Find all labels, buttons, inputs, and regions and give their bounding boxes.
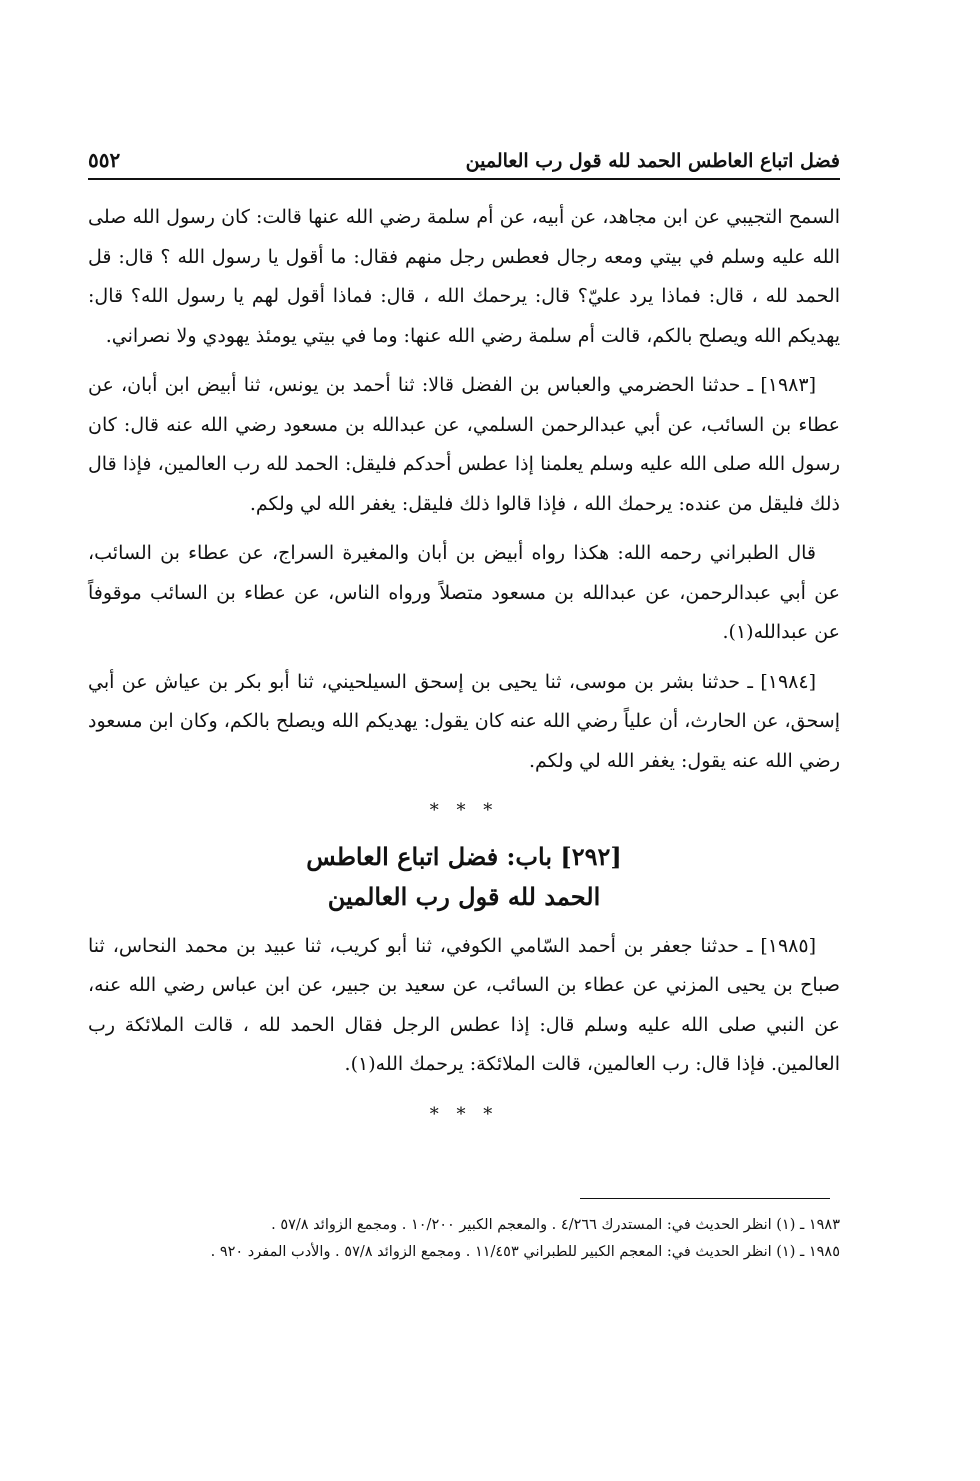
hadith-1985: [١٩٨٥] ـ حدثنا جعفر بن أحمد السّامي الكوفي، ثنا أبو كريب، ثنا عبيد بن محمد النحاس، ثنا صباح بن يحيى المزني عن عطاء بن السائب، عن سعيد بن جبير، عن ابن عباس رضي الله عنه، عن النبي صلى الله عليه وسلم قال: إذا عطس الرجل فقال الحمد لله ، قالت الملائكة رب العالمين. فإذا قال: رب العالمين، قالت الملائكة: يرحمك الله(١). bbox=[88, 934, 840, 1075]
footnote-1985: ١٩٨٥ ـ (١) انظر الحديث في: المعجم الكبير للطبراني ١١/٤٥٣ . ومجمع الزوائد ٥٧/٨ . والأدب المفرد ٩٢٠ . bbox=[210, 1244, 840, 1260]
chapter-heading-line-1: [٢٩٢] باب: فضل اتباع العاطس bbox=[306, 841, 622, 871]
footnote-1983: ١٩٨٣ ـ (١) انظر الحديث في: المستدرك ٤/٢٦٦ . والمعجم الكبير ١٠/٢٠٠ . ومجمع الزوائد ٥٧/٨ . bbox=[271, 1217, 840, 1233]
page-number: ٥٥٢ bbox=[88, 148, 121, 172]
footnote-rule bbox=[580, 1198, 830, 1199]
header-rule bbox=[88, 178, 840, 180]
chapter-heading bbox=[88, 837, 840, 917]
running-title: فضل اتباع العاطس الحمد لله قول رب العالمين bbox=[465, 150, 840, 172]
section-separator: * * * bbox=[429, 800, 499, 821]
paragraph-continuation: السمح التجيبي عن ابن مجاهد، عن أبيه، عن أم سلمة رضي الله عنها قالت: كان رسول الله صلى الله عليه وسلم في بيتي ومعه رجال فعطس رجل منهم فقال: ما أقول يا رسول الله ؟ قال: قل الحمد لله ، قال: فماذا يرد عليّ؟ قال: يرحمك الله ، قال: فماذا أقول لهم يا رسول الله؟ قال: يهديكم الله ويصلح بالكم، قالت أم سلمة رضي الله عنها: وما في بيتي يومئذ يهودي ولا نصراني. bbox=[88, 206, 840, 347]
hadith-1984: [١٩٨٤] ـ حدثنا بشر بن موسى، ثنا يحيى بن إسحق السيلحيني، ثنا أبو بكر بن عياش عن أبي إسحق، عن الحارث، أن علياً رضي الله عنه كان يقول: يهديكم الله ويصلح بالكم، وكان ابن مسعود رضي الله عنه يقول: يغفر الله لي ولكم. bbox=[88, 670, 840, 772]
footnotes bbox=[110, 1212, 840, 1266]
main-text bbox=[88, 198, 840, 1140]
section-separator-end: * * * bbox=[429, 1103, 499, 1125]
running-header bbox=[88, 132, 840, 172]
tabarani-comment: قال الطبراني رحمه الله: هكذا رواه أبيض بن أبان والمغيرة السراج، عن عطاء بن السائب، عن أبي عبدالرحمن، عن عبدالله بن مسعود متصلاً ورواه الناس، عن عطاء بن السائب موقوفاً عن عبدالله(١). bbox=[88, 542, 840, 643]
hadith-1983: [١٩٨٣] ـ حدثنا الحضرمي والعباس بن الفضل قالا: ثنا أحمد بن يونس، ثنا أبيض ابن أبان، عن عطاء بن السائب، عن أبي عبدالرحمن السلمي، عن عبدالله بن مسعود رضي الله عنه قال: كان رسول الله صلى الله عليه وسلم يعلمنا إذا عطس أحدكم فليقل: الحمد لله رب العالمين، فإذا قال ذلك فليقل من عنده: يرحمك الله ، فإذا قالوا ذلك فليقل: يغفر الله لي ولكم. bbox=[88, 374, 840, 515]
chapter-heading-line-2: الحمد لله قول رب العالمين bbox=[327, 881, 601, 911]
